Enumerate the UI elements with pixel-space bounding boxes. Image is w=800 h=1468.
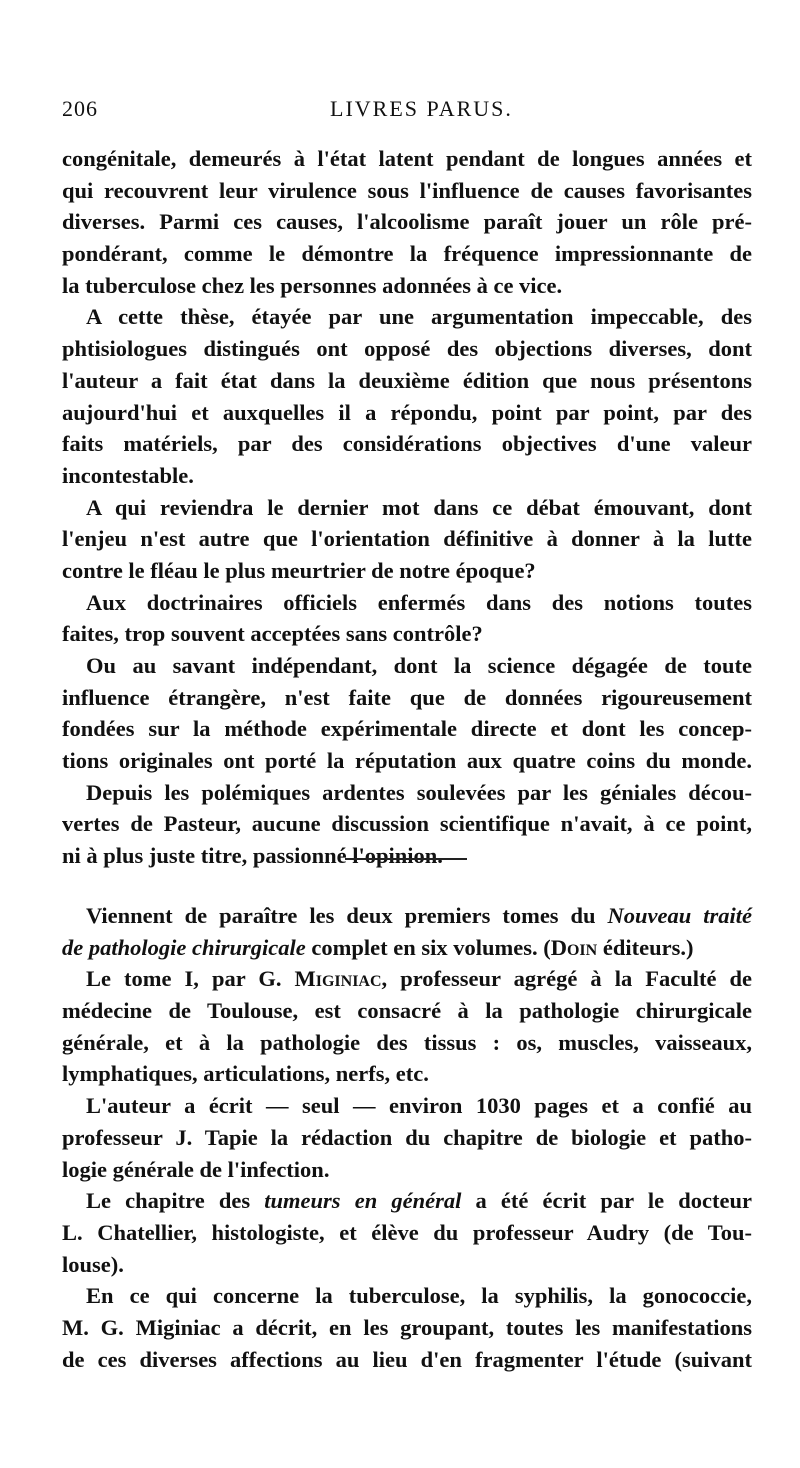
- text-line: faites, trop souvent acceptées sans contrôle?: [62, 621, 483, 647]
- text-line: L'auteur a écrit — seul — environ 1030 pages et a confié au: [86, 1093, 752, 1119]
- page-header: [62, 96, 752, 128]
- text-line: qui recouvrent leur virulence sous l'influence de causes favorisantes: [62, 177, 752, 203]
- text-line: contre le fléau le plus meurtrier de notre époque?: [62, 557, 536, 583]
- page-number: 206: [62, 96, 98, 121]
- book-title: Nouveau traité: [607, 903, 752, 928]
- text-line: vertes de Pasteur, aucune discussion scientifique n'avait, à ce point,: [62, 811, 752, 837]
- text-span: Viennent de paraître les deux premiers tomes du: [86, 903, 608, 928]
- text-line: A cette thèse, étayée par une argumentation impeccable, des: [86, 304, 752, 330]
- section-surgical-treatise: [62, 900, 752, 1375]
- text-line: tions originales ont porté la réputation aux quatre coins du monde.: [62, 748, 752, 774]
- text-line: diverses. Parmi ces causes, l'alcoolisme paraît jouer un rôle pré-: [62, 209, 752, 235]
- text-span: Le tome I, par G.: [86, 966, 295, 992]
- text-line: influence étrangère, n'est faite que de données rigoureusement: [62, 684, 752, 710]
- text-line: [62, 963, 752, 995]
- text-line: la tuberculose chez les personnes adonnées à ce vice.: [62, 272, 563, 298]
- text-span: a été écrit par le docteur: [461, 1188, 752, 1214]
- text-span: Le chapitre des: [86, 1188, 265, 1214]
- text-line: pondérant, comme le démontre la fréquence impressionnante de: [62, 241, 752, 267]
- running-title: LIVRES PARUS.: [330, 96, 513, 121]
- text-line: phtisiologues distingués ont opposé des objections diverses, dont: [62, 336, 752, 362]
- text-line: faits matériels, par des considérations objectives d'une valeur: [62, 431, 752, 457]
- text-line: Aux doctrinaires officiels enfermés dans des notions toutes: [86, 589, 752, 615]
- text-line: ni à plus juste titre, passionné l'opinion.: [62, 843, 443, 869]
- text-line: de ces diverses affections au lieu d'en fragmenter l'étude (suivant: [62, 1346, 752, 1372]
- text-line: [62, 932, 752, 964]
- text-line: incontestable.: [62, 462, 194, 488]
- text-span: complet en six volumes. (: [305, 934, 551, 960]
- text-line: M. G. Miginiac a décrit, en les groupant, toutes les manifestations: [62, 1314, 752, 1340]
- publisher-name: Doin: [550, 934, 598, 960]
- text-line: En ce qui concerne la tuberculose, la syphilis, la gonococcie,: [86, 1283, 752, 1309]
- text-line: aujourd'hui et auxquelles il a répondu, point par point, par des: [62, 399, 752, 425]
- text-line: fondées sur la méthode expérimentale directe et dont les concep-: [62, 716, 752, 742]
- text-line: l'enjeu n'est autre que l'orientation définitive à donner à la lutte: [62, 526, 752, 552]
- text-line: médecine de Toulouse, est consacré à la pathologie chirurgicale: [62, 998, 752, 1024]
- text-line: L. Chatellier, histologiste, et élève du professeur Audry (de Tou-: [62, 1219, 752, 1245]
- text-span: éditeurs.): [597, 934, 694, 960]
- text-span: , professeur agrégé à la Faculté de: [381, 966, 752, 992]
- text-line: A qui reviendra le dernier mot dans ce débat émouvant, dont: [86, 494, 752, 520]
- text-line: [62, 1185, 752, 1217]
- text-line: générale, et à la pathologie des tissus : os, muscles, vaisseaux,: [62, 1029, 752, 1055]
- text-line: l'auteur a fait état dans la deuxième édition que nous présentons: [62, 367, 752, 393]
- text-line: congénitale, demeurés à l'état latent pendant de longues années et: [62, 146, 752, 171]
- text-line: [62, 900, 752, 932]
- section-divider: [345, 858, 467, 860]
- text-line: Ou au savant indépendant, dont la science dégagée de toute: [86, 653, 752, 678]
- text-line: Depuis les polémiques ardentes soulevées par les géniales décou-: [86, 779, 752, 805]
- text-line: professeur J. Tapie la rédaction du chapitre de biologie et patho-: [62, 1124, 752, 1150]
- text-line: louse).: [62, 1251, 124, 1277]
- text-line: lymphatiques, articulations, nerfs, etc.: [62, 1061, 429, 1087]
- emphasis-text: tumeurs en général: [264, 1188, 462, 1214]
- section-tuberculosis: [62, 143, 752, 872]
- book-title: de pathologie chirurgicale: [62, 934, 306, 960]
- text-line: logie générale de l'infection.: [62, 1156, 330, 1182]
- author-name: Miginiac: [294, 966, 382, 992]
